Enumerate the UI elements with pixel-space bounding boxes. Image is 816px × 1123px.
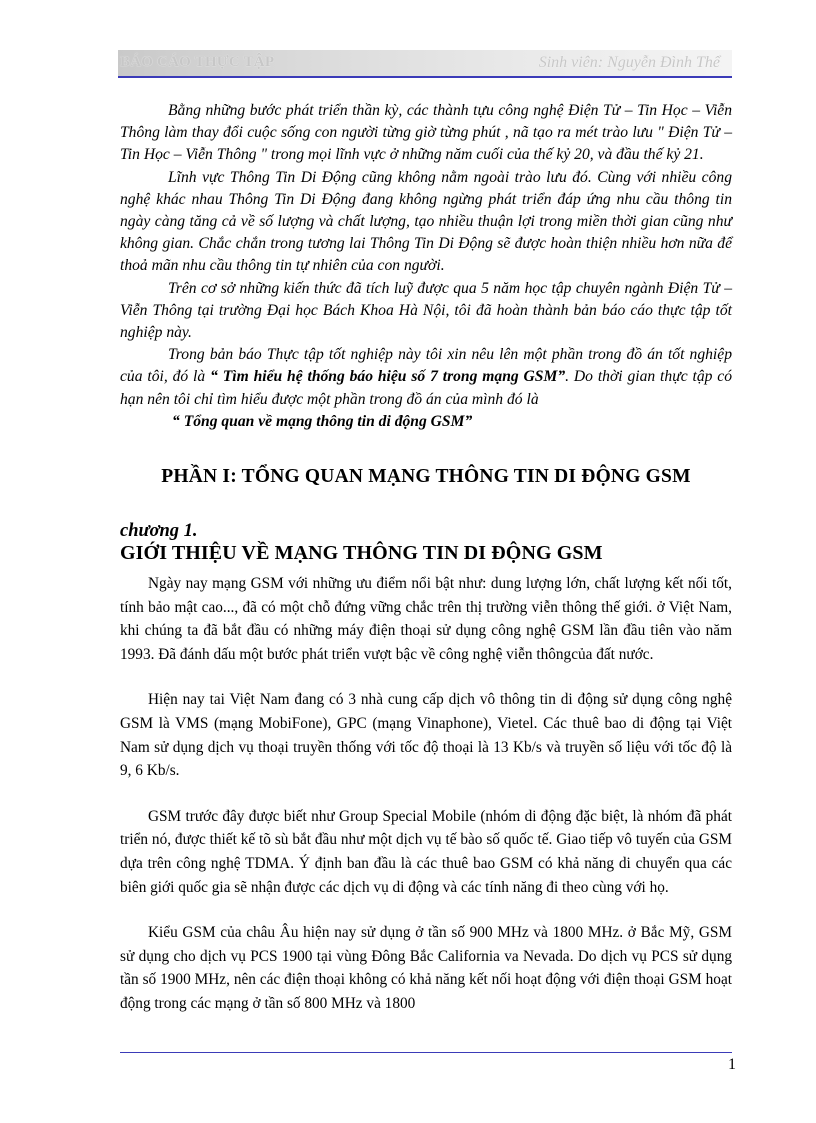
part-title: PHẦN I: TỔNG QUAN MẠNG THÔNG TIN DI ĐỘNG GSM — [161, 466, 691, 487]
body-paragraph: GSM trước đây được biết như Group Special Mobile (nhóm di động đặc biệt, là nhóm đã phát triển nó, được thiết kế tõ sù bắt đầu như một dịch vụ tế bào số quốc tế. Giao tiếp vô tuyến của GSM dựa trên công nghệ TDMA. Ý định ban đầu là các thuê bao GSM có khả năng di chuyển qua các biên giới quốc gia sẽ nhận được các dịch vụ di động và các tính năng đi theo cùng với họ. — [120, 807, 732, 896]
intro-paragraph: Trên cơ sở những kiến thức đã tích luỹ được qua 5 năm học tập chuyên ngành Điện Tử – Viễn Thông tại trường Đại học Bách Khoa Hà Nội, tôi đã hoàn thành bản báo cáo thực tập tốt nghiệp này. — [120, 279, 732, 342]
report-title: BÁO CÁO THỰC TẬP — [120, 54, 275, 70]
body-paragraph: Hiện nay tai Việt Nam đang có 3 nhà cung cấp dịch vô thông tin di động sử dụng công nghệ GSM là VMS (mạng MobiFone), GPC (mạng Vinaphone), Vietel. Các thuê bao di động tại Việt Nam sử dụng dịch vụ thoại truyền thống với tốc độ thoại là 13 Kb/s và truyền số liệu với tốc độ là 9, 6 Kb/s. — [120, 691, 732, 780]
intro-paragraph — [120, 344, 732, 411]
intro-paragraph: Bằng những bước phát triển thần kỳ, các thành tựu công nghệ Điện Tử – Tin Học – Viễn Thông làm thay đổi cuộc sống con người từng giờ từng phút , nã tạo ra mét trào lưu " Điện Tử – Tin Học – Viễn Thông " trong mọi lĩnh vực ở những năm cuối của thế kỷ 20, và đầu thế kỷ 21. — [120, 102, 732, 164]
student-name: Sinh viên: Nguyễn Đình Thể — [538, 54, 720, 71]
page-header — [118, 50, 732, 78]
thesis-topic: “ Tìm hiểu hệ thống báo hiệu số 7 trong mạng GSM” — [210, 368, 566, 386]
intro-section — [120, 100, 732, 433]
intro-paragraph: Lĩnh vực Thông Tin Di Động cũng không nằm ngoài trào lưu đó. Cùng với nhiều công nghệ khác nhau Thông Tin Di Động đang không ngừng phát triển đáp ứng nhu cầu thông tin ngày càng tăng cả về số lượng và chất lượng, tạo nhiều thuận lợi trong miền thời gian cũng như không gian. Chắc chắn trong tương lai Thông Tin Di Động sẽ được hoàn thiện nhiều hơn nữa để thoả mãn nhu cầu thông tin tự nhiên của con người. — [120, 168, 732, 275]
page-number: 1 — [728, 1056, 736, 1073]
footer-divider — [120, 1052, 732, 1053]
chapter-title: GIỚI THIỆU VỀ MẠNG THÔNG TIN DI ĐỘNG GSM — [120, 542, 603, 564]
intro-text: . Do thời gian thực tập có hạn nên tôi chỉ tìm hiểu được một phần trong đồ án của mình đó là — [120, 368, 732, 408]
intro-text: Trong bản báo Thực tập tốt nghiệp này tôi xin nêu lên một phần trong đồ án tốt nghiệp của tôi, đó là — [120, 346, 732, 386]
report-topic: “ Tổng quan về mạng thông tin di động GSM” — [172, 412, 473, 430]
body-paragraph: Kiểu GSM của châu Âu hiện nay sử dụng ở tần số 900 MHz và 1800 MHz. ở Bắc Mỹ, GSM sử dụng cho dịch vụ PCS 1900 tại vùng Đông Bắc California va Nevada. Do dịch vụ PCS sử dụng tần số 1900 MHz, nên các điện thoại không có khả năng kết nối hoạt động với điện thoại GSM hoạt động trong các mạng ở tần số 800 MHz và 1800 — [120, 924, 732, 1012]
body-section — [120, 572, 732, 1016]
body-paragraph: Ngày nay mạng GSM với những ưu điểm nổi bật như: dung lượng lớn, chất lượng kết nối tốt, tính bảo mật cao..., đã có một chỗ đứng vững chắc trên thị trường viễn thông thế giới. ở Việt Nam, khi chúng ta đã bắt đầu có những máy điện thoại sử dụng công nghệ GSM lần đầu tiên vào năm 1993. Đã đánh dấu một bước phát triển vượt bậc về công nghệ viễn thôngcủa đất nước. — [120, 575, 732, 663]
chapter-label: chương 1. — [120, 521, 198, 541]
